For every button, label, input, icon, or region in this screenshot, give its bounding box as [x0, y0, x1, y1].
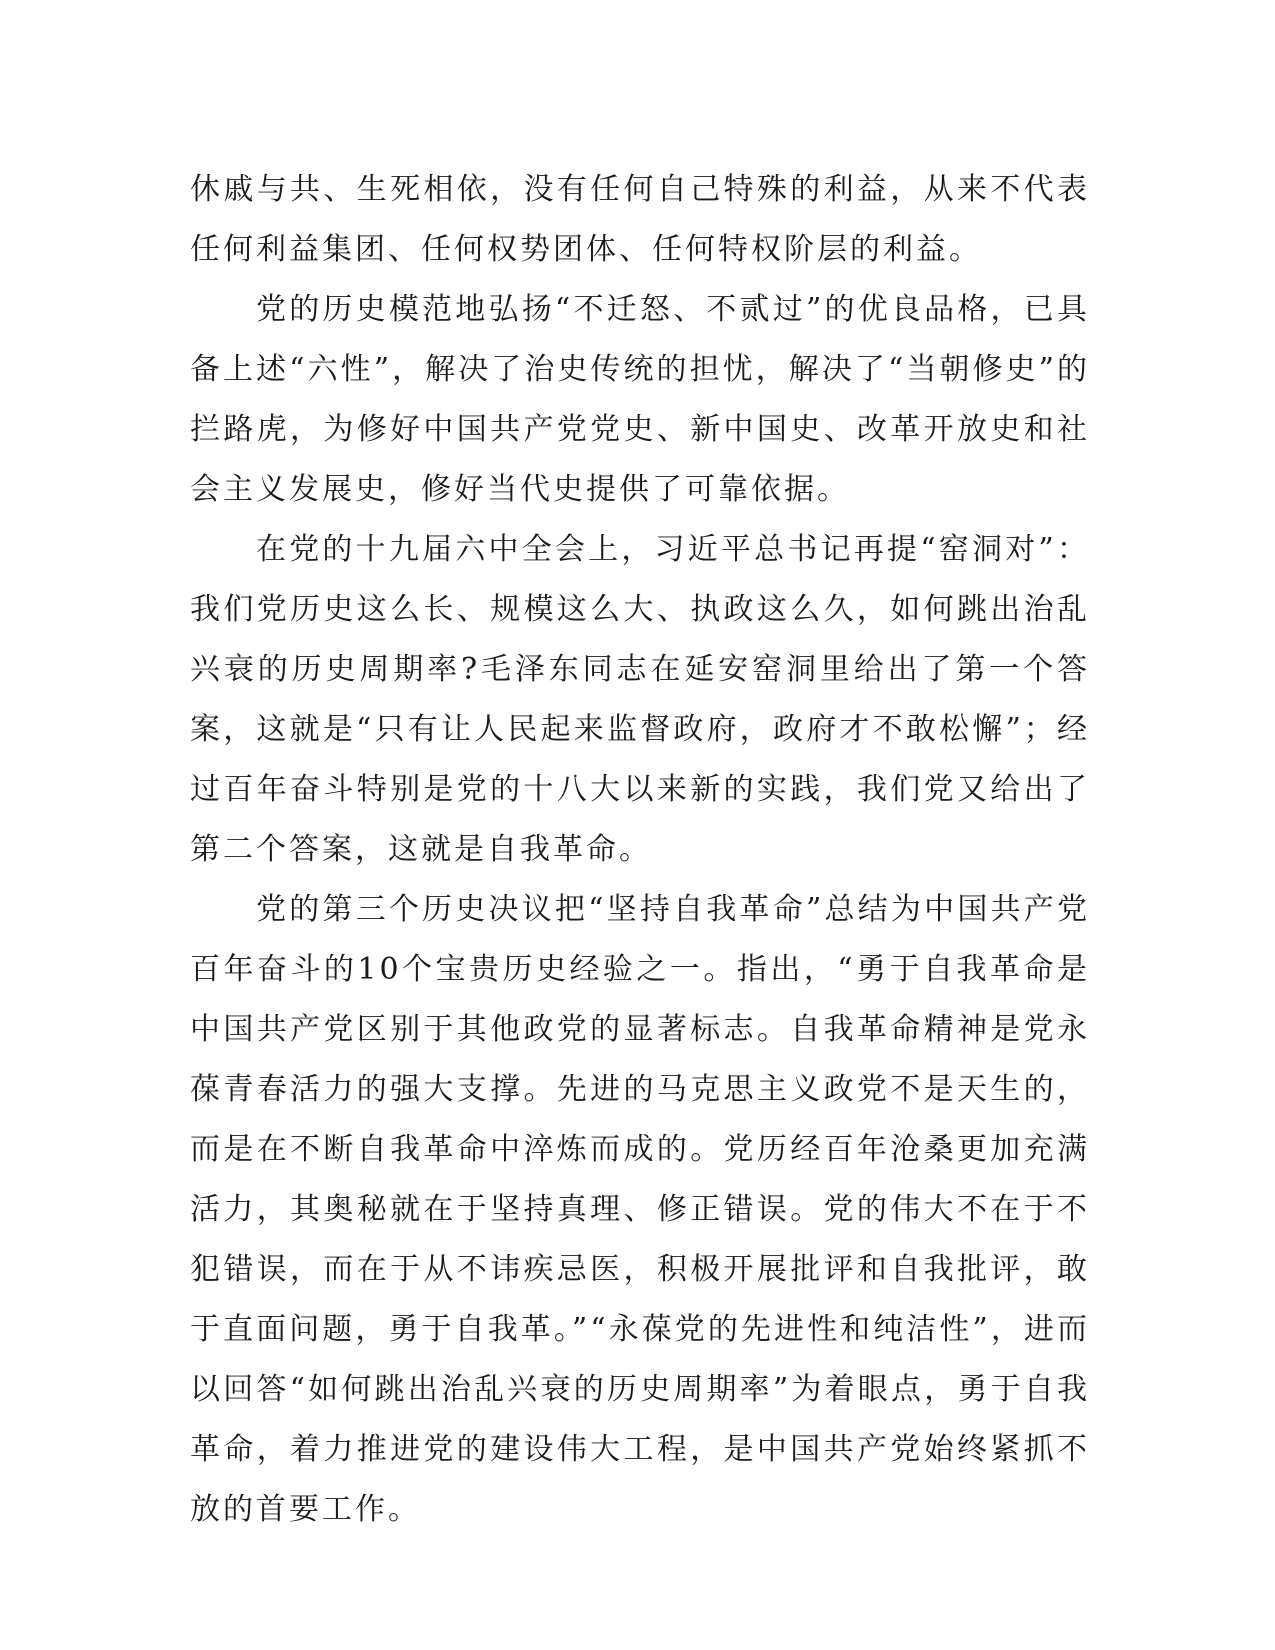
- document-body: [190, 160, 1090, 1540]
- paragraph-1: 休戚与共、生死相依，没有任何自己特殊的利益，从来不代表任何利益集团、任何权势团体、任何特权阶层的利益。: [190, 172, 1090, 267]
- paragraph-3: 在党的十九届六中全会上，习近平总书记再提“窑洞对”：我们党历史这么长、规模这么大、执政这么久，如何跳出治乱兴衰的历史周期率?毛泽东同志在延安窑洞里给出了第一个答案，这就是“只有让人民起来监督政府，政府才不敢松懈”；经过百年奋斗特别是党的十八大以来新的实践，我们党又给出了第二个答案，这就是自我革命。: [190, 532, 1090, 867]
- paragraph-4: 党的第三个历史决议把“坚持自我革命”总结为中国共产党百年奋斗的10个宝贵历史经验之一。指出，“勇于自我革命是中国共产党区别于其他政党的显著标志。自我革命精神是党永葆青春活力的强大支撑。先进的马克思主义政党不是天生的，而是在不断自我革命中淬炼而成的。党历经百年沧桑更加充满活力，其奥秘就在于坚持真理、修正错误。党的伟大不在于不犯错误，而在于从不讳疾忌医，积极开展批评和自我批评，敢于直面问题，勇于自我革。”“永葆党的先进性和纯洁性”，进而以回答“如何跳出治乱兴衰的历史周期率”为着眼点，勇于自我革命，着力推进党的建设伟大工程，是中国共产党始终紧抓不放的首要工作。: [190, 892, 1090, 1527]
- paragraph-2: 党的历史模范地弘扬“不迁怒、不贰过”的优良品格，已具备上述“六性”，解决了治史传统的担忧，解决了“当朝修史”的拦路虎，为修好中国共产党党史、新中国史、改革开放史和社会主义发展史，修好当代史提供了可靠依据。: [190, 292, 1090, 507]
